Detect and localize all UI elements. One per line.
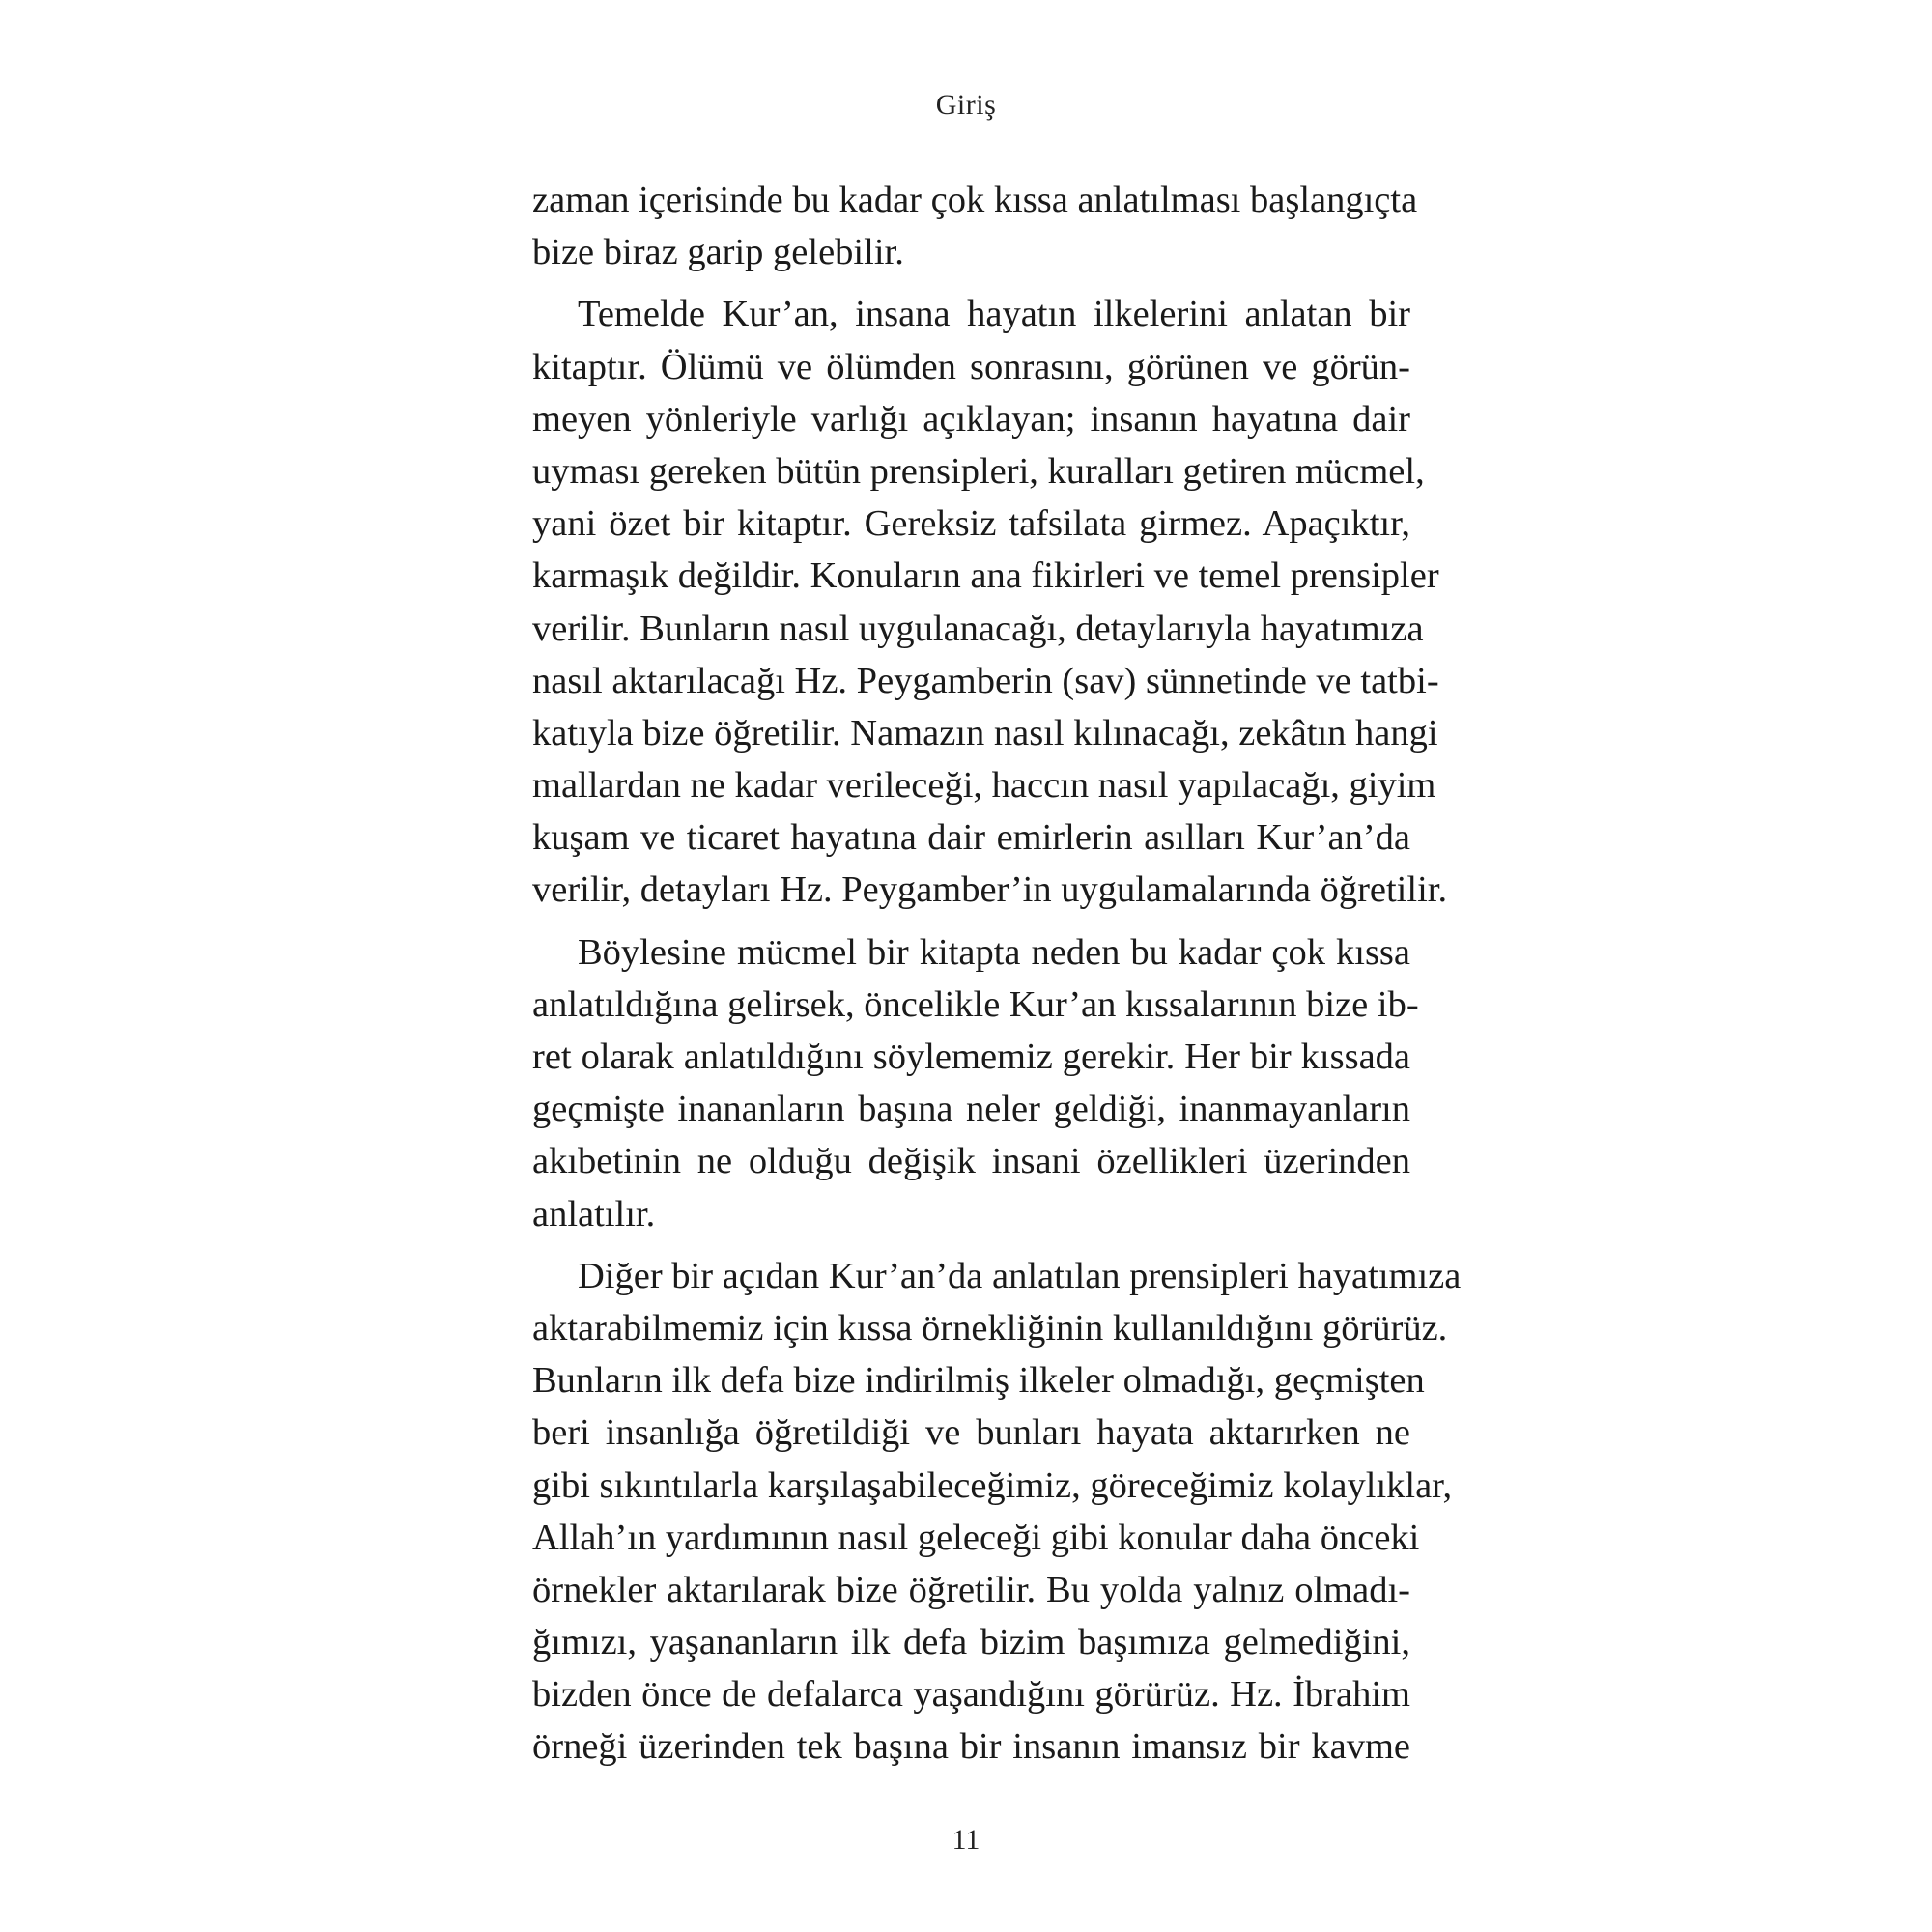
text-line: akıbetinin ne olduğu değişik insani özellikleri üzerinden: [532, 1141, 1410, 1182]
text-line: Bunların ilk defa bize indirilmiş ilkeler olmadığı, geçmişten: [532, 1360, 1425, 1402]
text-line: Temelde Kur’an, insana hayatın ilkelerini anlatan bir: [578, 294, 1410, 335]
paragraph-2: [532, 288, 1448, 916]
text-line: uyması gereken bütün prensipleri, kuralları getiren mücmel,: [532, 450, 1425, 492]
text-line: Allah’ın yardımının nasıl geleceği gibi konular daha önceki: [532, 1517, 1420, 1558]
text-line: gibi sıkıntılarla karşılaşabileceğimiz, göreceğimiz kolaylıklar,: [532, 1464, 1453, 1506]
text-line: zaman içerisinde bu kadar çok kıssa anlatılması başlangıçta: [532, 180, 1418, 220]
text-line: kitaptır. Ölümü ve ölümden sonrasını, görünen ve görün-: [532, 346, 1410, 387]
text-line: Böylesine mücmel bir kitapta neden bu kadar çok kıssa: [578, 931, 1410, 973]
text-line: örneği üzerinden tek başına bir insanın imansız bir kavme: [532, 1726, 1410, 1768]
paragraph-4: [532, 1250, 1462, 1774]
text-line: katıyla bize öğretilir. Namazın nasıl kılınacağı, zekâtın hangi: [532, 712, 1438, 753]
text-line: verilir. Bunların nasıl uygulanacağı, detaylarıyla hayatımıza: [532, 608, 1424, 649]
page-number: 11: [952, 1824, 980, 1856]
text-line: aktarabilmemiz için kıssa örnekliğinin kullanıldığını görürüz.: [532, 1307, 1448, 1349]
text-line: bize biraz garip gelebilir.: [532, 232, 904, 273]
running-head: Giriş: [935, 89, 997, 121]
text-line: nasıl aktarılacağı Hz. Peygamberin (sav) sünnetinde ve tatbi-: [532, 660, 1439, 701]
text-line: beri insanlığa öğretildiği ve bunları hayata aktarırken ne: [532, 1412, 1410, 1454]
text-line: meyen yönleriyle varlığı açıklayan; insanın hayatına dair: [532, 398, 1410, 440]
text-line: anlatıldığına gelirsek, öncelikle Kur’an kıssalarının bize ib-: [532, 983, 1419, 1025]
paragraph-3: [532, 926, 1419, 1240]
text-line: ğımızı, yaşananların ilk defa bizim başımıza gelmediğini,: [532, 1622, 1410, 1663]
text-line: ret olarak anlatıldığını söylememiz gerekir. Her bir kıssada: [532, 1037, 1410, 1077]
text-line: anlatılır.: [532, 1193, 656, 1235]
paragraph-1: [532, 174, 1418, 278]
text-line: kuşam ve ticaret hayatına dair emirlerin asılları Kur’an’da: [532, 817, 1410, 859]
text-line: Diğer bir açıdan Kur’an’da anlatılan prensipleri hayatımıza: [578, 1255, 1462, 1296]
text-line: verilir, detayları Hz. Peygamber’in uygulamalarında öğretilir.: [532, 869, 1448, 911]
text-line: bizden önce de defalarca yaşandığını görürüz. Hz. İbrahim: [532, 1674, 1410, 1716]
text-line: örnekler aktarılarak bize öğretilir. Bu yolda yalnız olmadı-: [532, 1569, 1410, 1610]
text-line: mallardan ne kadar verileceği, haccın nasıl yapılacağı, giyim: [532, 765, 1436, 807]
text-line: karmaşık değildir. Konuların ana fikirleri ve temel prensipler: [532, 555, 1439, 597]
body-text: [532, 174, 1462, 1783]
text-line: yani özet bir kitaptır. Gereksiz tafsilata girmez. Apaçıktır,: [532, 503, 1410, 545]
text-line: geçmişte inananların başına neler geldiği, inanmayanların: [532, 1089, 1410, 1130]
